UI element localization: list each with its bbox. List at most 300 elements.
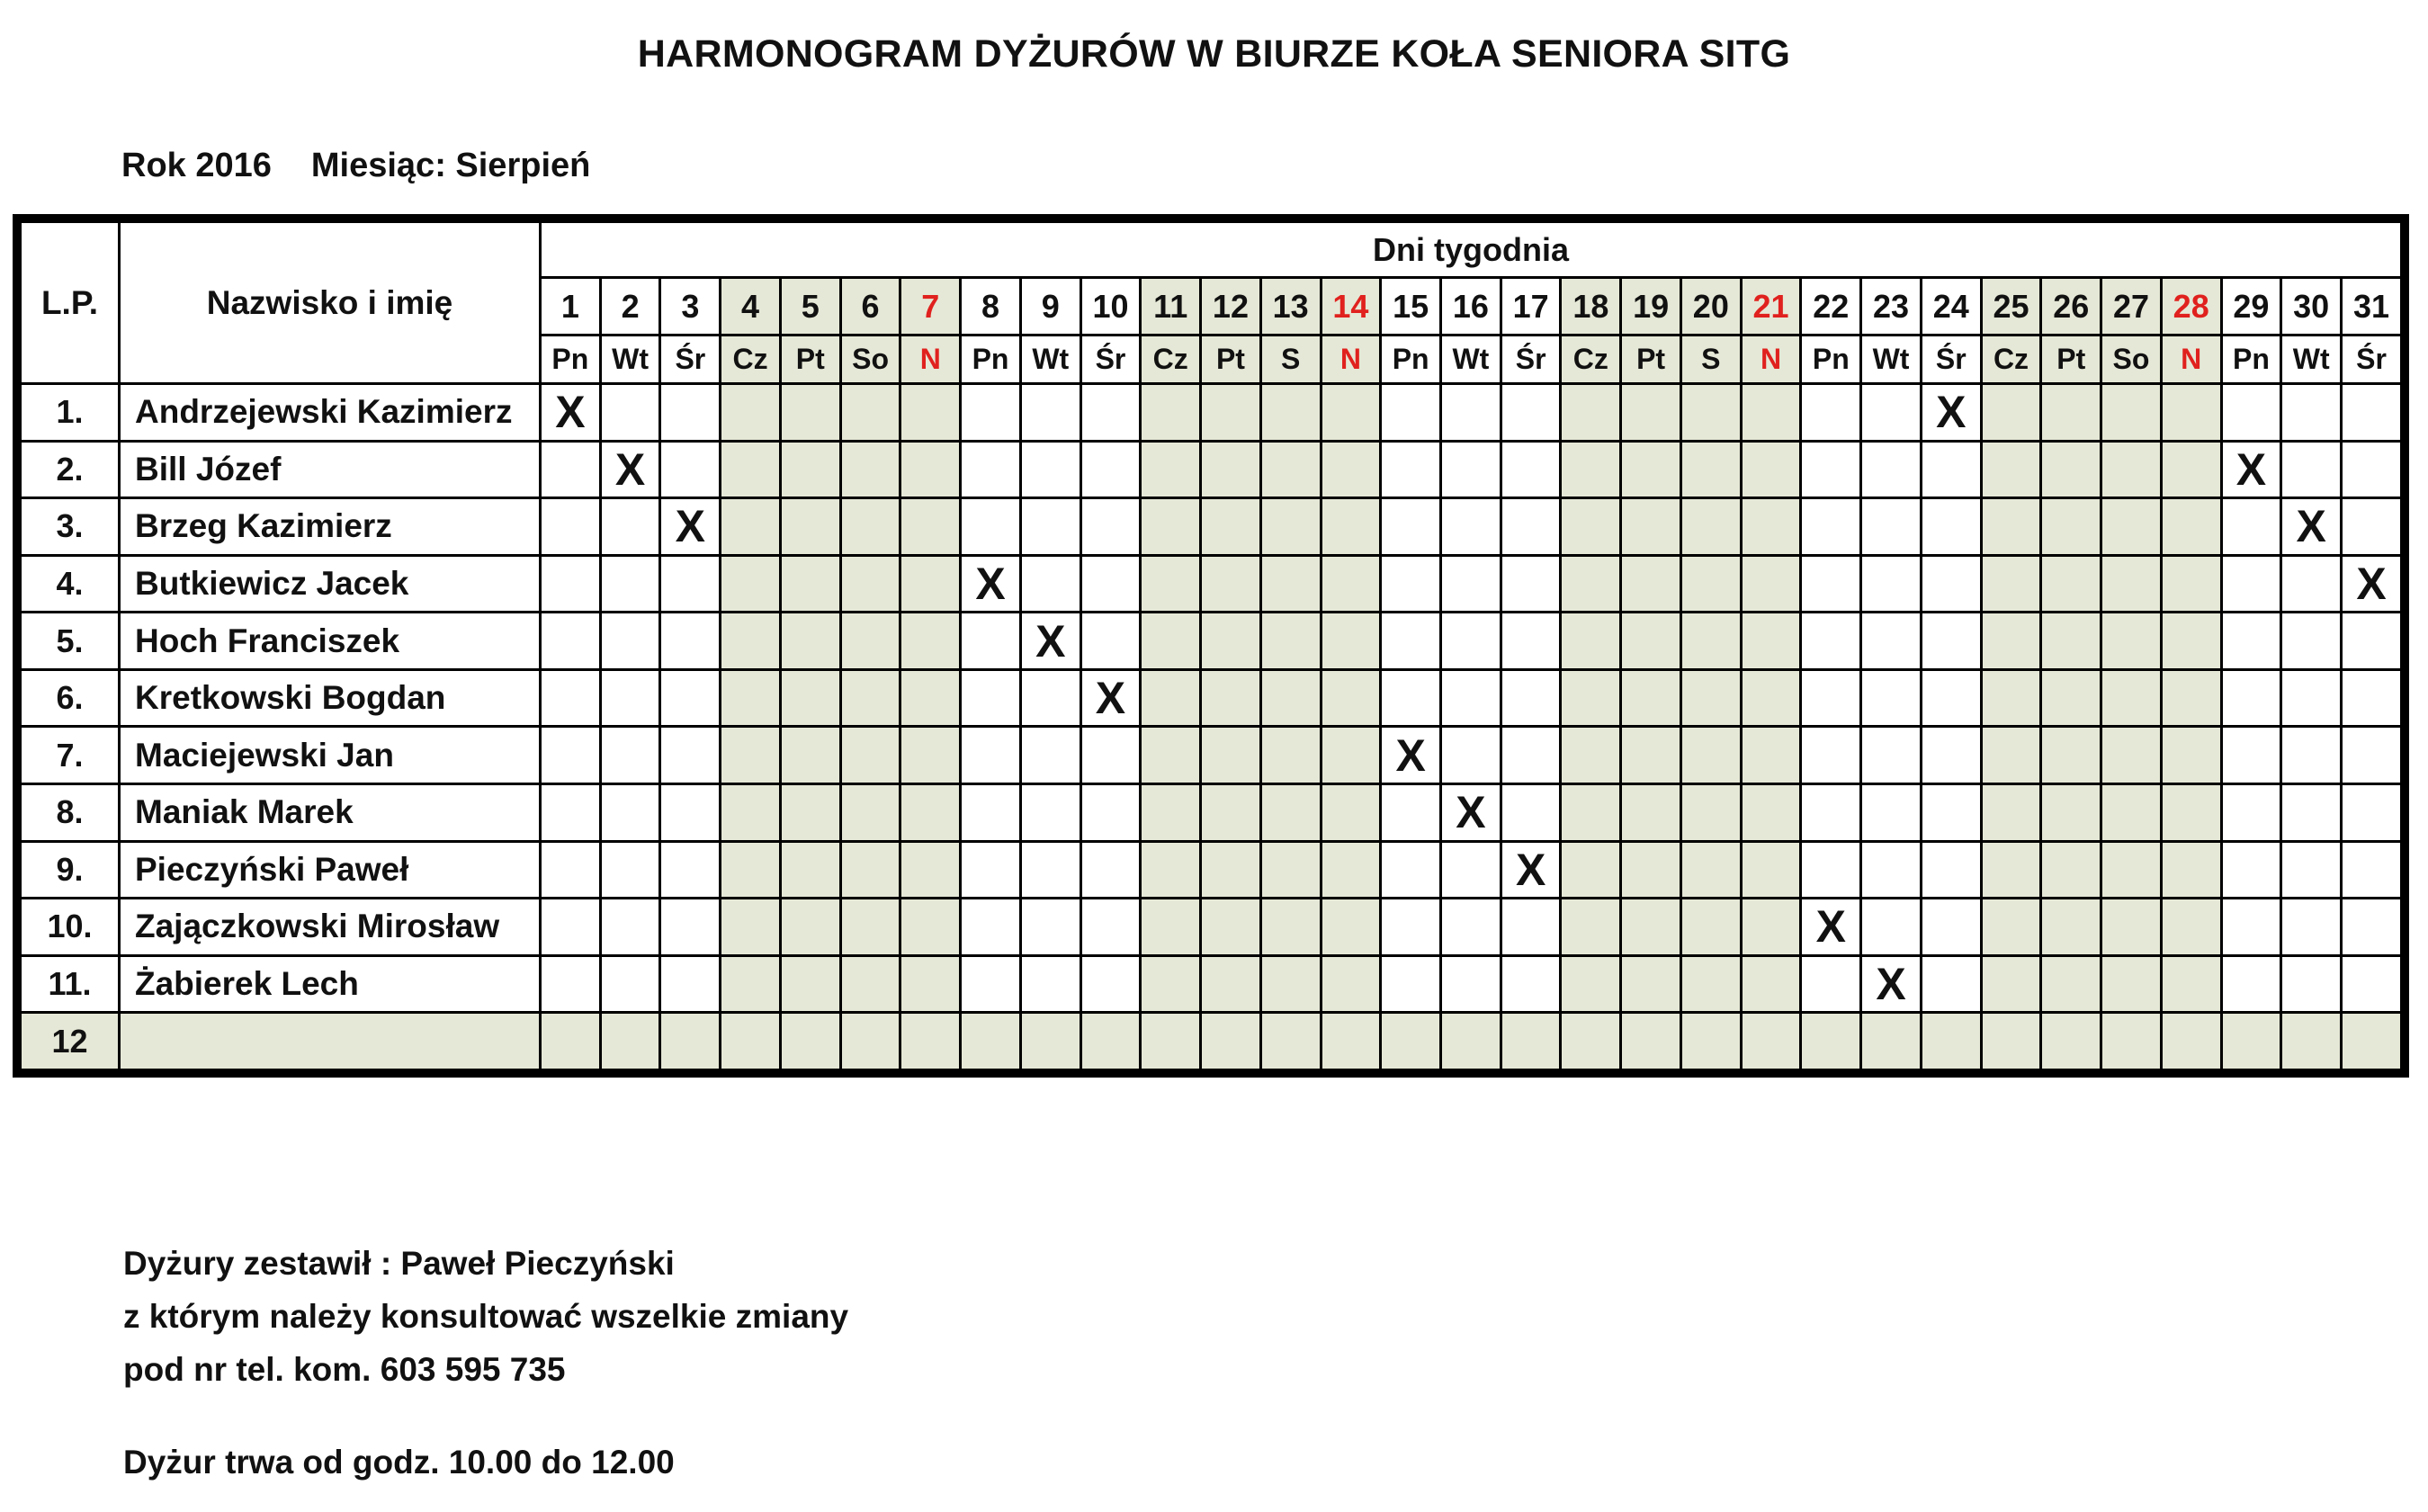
duty-cell bbox=[1501, 555, 1561, 613]
duty-cell bbox=[1260, 955, 1321, 1013]
person-name: Brzeg Kazimierz bbox=[120, 498, 541, 556]
weekday-abbr-29: Pn bbox=[2221, 336, 2281, 384]
duty-cell bbox=[2281, 669, 2342, 727]
duty-cell bbox=[600, 669, 660, 727]
weekday-abbr-22: Pn bbox=[1801, 336, 1861, 384]
duty-cell bbox=[541, 613, 601, 670]
duty-cell bbox=[2342, 555, 2402, 613]
month-label: Miesiąc: Sierpień bbox=[310, 147, 591, 184]
duty-cell bbox=[2161, 384, 2221, 442]
day-number-10: 10 bbox=[1080, 278, 1141, 336]
duty-cell bbox=[1020, 784, 1080, 842]
duty-cell bbox=[2101, 498, 2162, 556]
duty-mark: X bbox=[2296, 501, 2326, 552]
day-number-28: 28 bbox=[2161, 278, 2221, 336]
duty-cell bbox=[1981, 955, 2041, 1013]
duty-cell bbox=[1981, 899, 2041, 956]
duty-cell bbox=[1020, 899, 1080, 956]
day-number-4: 4 bbox=[721, 278, 781, 336]
document-title: HARMONOGRAM DYŻURÓW W BIURZE KOŁA SENIORA SITG bbox=[637, 32, 1791, 76]
duty-cell bbox=[1381, 555, 1441, 613]
duty-schedule-table bbox=[19, 220, 2403, 1071]
duty-cell bbox=[2221, 1013, 2281, 1070]
duty-cell bbox=[2041, 384, 2101, 442]
duty-cell bbox=[1080, 841, 1141, 899]
duty-cell bbox=[961, 669, 1021, 727]
duty-cell bbox=[1921, 841, 1981, 899]
duty-cell bbox=[1141, 1013, 1201, 1070]
duty-cell bbox=[1441, 899, 1501, 956]
duty-cell bbox=[840, 1013, 900, 1070]
duty-cell bbox=[1020, 384, 1080, 442]
duty-cell bbox=[2221, 669, 2281, 727]
duty-cell bbox=[900, 555, 961, 613]
duty-cell bbox=[2101, 613, 2162, 670]
duty-cell bbox=[1441, 669, 1501, 727]
compiled-by-line: Dyżury zestawił : Paweł Pieczyński bbox=[123, 1245, 675, 1282]
duty-cell bbox=[1201, 441, 1261, 498]
duty-cell bbox=[541, 784, 601, 842]
duty-cell bbox=[1321, 384, 1381, 442]
duty-cell bbox=[660, 727, 721, 784]
duty-cell bbox=[1561, 498, 1621, 556]
duty-cell bbox=[1080, 955, 1141, 1013]
table-row bbox=[21, 784, 2402, 842]
duty-cell bbox=[1981, 384, 2041, 442]
duty-cell bbox=[1801, 384, 1861, 442]
duty-cell bbox=[1741, 1013, 1801, 1070]
duty-cell bbox=[1680, 841, 1741, 899]
duty-cell bbox=[1441, 1013, 1501, 1070]
duty-mark: X bbox=[1815, 901, 1846, 953]
day-number-6: 6 bbox=[840, 278, 900, 336]
duty-cell bbox=[1621, 669, 1681, 727]
duty-cell bbox=[1561, 669, 1621, 727]
duty-cell bbox=[900, 955, 961, 1013]
day-number-20: 20 bbox=[1680, 278, 1741, 336]
duty-cell bbox=[1141, 784, 1201, 842]
duty-cell bbox=[1260, 784, 1321, 842]
duty-cell bbox=[1080, 899, 1141, 956]
day-number-30: 30 bbox=[2281, 278, 2342, 336]
duty-cell bbox=[1621, 555, 1681, 613]
duty-cell bbox=[840, 784, 900, 842]
duty-cell bbox=[2221, 955, 2281, 1013]
row-number: 5. bbox=[21, 613, 120, 670]
duty-mark: X bbox=[2235, 443, 2267, 495]
duty-cell bbox=[780, 498, 840, 556]
duty-cell bbox=[1381, 498, 1441, 556]
duty-cell bbox=[2281, 384, 2342, 442]
duty-cell bbox=[600, 613, 660, 670]
duty-cell bbox=[1321, 613, 1381, 670]
duty-cell bbox=[1141, 613, 1201, 670]
duty-cell bbox=[840, 727, 900, 784]
duty-cell bbox=[721, 899, 781, 956]
person-name: Kretkowski Bogdan bbox=[120, 669, 541, 727]
duty-cell bbox=[1680, 899, 1741, 956]
duty-cell bbox=[1141, 841, 1201, 899]
duty-cell bbox=[2101, 955, 2162, 1013]
duty-cell bbox=[1861, 841, 1922, 899]
weekday-abbr-21: N bbox=[1741, 336, 1801, 384]
duty-cell bbox=[2221, 899, 2281, 956]
duty-cell bbox=[1561, 784, 1621, 842]
duty-mark: X bbox=[1876, 959, 1906, 1010]
duty-cell bbox=[961, 384, 1021, 442]
duty-cell bbox=[1921, 899, 1981, 956]
duty-cell bbox=[1741, 555, 1801, 613]
weekday-abbr-3: Śr bbox=[660, 336, 721, 384]
person-name: Pieczyński Paweł bbox=[120, 841, 541, 899]
table-row bbox=[21, 498, 2402, 556]
duty-cell bbox=[1381, 441, 1441, 498]
duty-cell bbox=[2101, 1013, 2162, 1070]
duty-cell bbox=[961, 899, 1021, 956]
duty-cell bbox=[1201, 899, 1261, 956]
day-number-22: 22 bbox=[1801, 278, 1861, 336]
day-number-18: 18 bbox=[1561, 278, 1621, 336]
duty-cell bbox=[1381, 669, 1441, 727]
day-number-21: 21 bbox=[1741, 278, 1801, 336]
duty-cell bbox=[1680, 555, 1741, 613]
duty-cell bbox=[1201, 784, 1261, 842]
duty-cell bbox=[2161, 899, 2221, 956]
duty-cell bbox=[1441, 613, 1501, 670]
duty-cell bbox=[2161, 1013, 2221, 1070]
weekday-abbr-1: Pn bbox=[541, 336, 601, 384]
duty-cell bbox=[660, 841, 721, 899]
duty-cell bbox=[1381, 1013, 1441, 1070]
day-number-12: 12 bbox=[1201, 278, 1261, 336]
duty-cell bbox=[600, 727, 660, 784]
duty-cell bbox=[780, 899, 840, 956]
duty-cell bbox=[660, 384, 721, 442]
duty-cell bbox=[1921, 669, 1981, 727]
duty-cell bbox=[1680, 384, 1741, 442]
duty-cell bbox=[1861, 784, 1922, 842]
duty-cell bbox=[2161, 841, 2221, 899]
weekday-abbr-7: N bbox=[900, 336, 961, 384]
duty-cell bbox=[2041, 1013, 2101, 1070]
person-name: Maniak Marek bbox=[120, 784, 541, 842]
duty-cell bbox=[1680, 498, 1741, 556]
duty-cell bbox=[541, 384, 601, 442]
duty-cell bbox=[1501, 498, 1561, 556]
weekday-abbr-26: Pt bbox=[2041, 336, 2101, 384]
duty-cell bbox=[541, 498, 601, 556]
name-header: Nazwisko i imię bbox=[120, 222, 541, 384]
duty-cell bbox=[600, 555, 660, 613]
day-number-13: 13 bbox=[1260, 278, 1321, 336]
phone-line: pod nr tel. kom. 603 595 735 bbox=[123, 1351, 566, 1388]
weekday-abbr-17: Śr bbox=[1501, 336, 1561, 384]
row-number: 4. bbox=[21, 555, 120, 613]
row-number: 7. bbox=[21, 727, 120, 784]
duty-cell bbox=[1801, 899, 1861, 956]
duty-mark: X bbox=[1936, 387, 1967, 438]
day-number-25: 25 bbox=[1981, 278, 2041, 336]
duty-cell bbox=[660, 613, 721, 670]
duty-cell bbox=[2041, 555, 2101, 613]
duty-cell bbox=[1201, 727, 1261, 784]
duty-cell bbox=[1921, 555, 1981, 613]
person-name: Zajączkowski Mirosław bbox=[120, 899, 541, 956]
duty-cell bbox=[2101, 899, 2162, 956]
duty-mark: X bbox=[2356, 559, 2387, 610]
day-number-19: 19 bbox=[1621, 278, 1681, 336]
duty-cell bbox=[1981, 441, 2041, 498]
table-row bbox=[21, 555, 2402, 613]
duty-cell bbox=[1321, 784, 1381, 842]
duty-cell bbox=[721, 1013, 781, 1070]
duty-cell bbox=[1080, 555, 1141, 613]
person-name: Maciejewski Jan bbox=[120, 727, 541, 784]
duty-cell bbox=[961, 441, 1021, 498]
duty-cell bbox=[1621, 899, 1681, 956]
weekday-abbr-4: Cz bbox=[721, 336, 781, 384]
duty-cell bbox=[780, 727, 840, 784]
duty-cell bbox=[1861, 899, 1922, 956]
duty-cell bbox=[1680, 1013, 1741, 1070]
duty-cell bbox=[1260, 1013, 1321, 1070]
weekday-abbr-28: N bbox=[2161, 336, 2221, 384]
duty-cell bbox=[1020, 498, 1080, 556]
day-number-27: 27 bbox=[2101, 278, 2162, 336]
duty-cell bbox=[1741, 384, 1801, 442]
duty-cell bbox=[1741, 841, 1801, 899]
duty-cell bbox=[780, 955, 840, 1013]
duty-cell bbox=[1621, 955, 1681, 1013]
duty-cell bbox=[1801, 1013, 1861, 1070]
duty-cell bbox=[2161, 955, 2221, 1013]
duty-cell bbox=[1981, 1013, 2041, 1070]
duty-cell bbox=[2041, 613, 2101, 670]
duty-cell bbox=[840, 899, 900, 956]
table-row bbox=[21, 669, 2402, 727]
duty-cell bbox=[541, 899, 601, 956]
day-number-26: 26 bbox=[2041, 278, 2101, 336]
duty-cell bbox=[900, 727, 961, 784]
duty-cell bbox=[2281, 955, 2342, 1013]
schedule-table-frame bbox=[13, 214, 2409, 1078]
duty-cell bbox=[1321, 669, 1381, 727]
duty-cell bbox=[600, 899, 660, 956]
row-number: 2. bbox=[21, 441, 120, 498]
duty-cell bbox=[1680, 727, 1741, 784]
duty-cell bbox=[840, 555, 900, 613]
duty-cell bbox=[600, 955, 660, 1013]
duty-cell bbox=[1201, 1013, 1261, 1070]
day-number-2: 2 bbox=[600, 278, 660, 336]
duty-cell bbox=[2281, 555, 2342, 613]
duty-cell bbox=[900, 784, 961, 842]
duty-cell bbox=[1621, 1013, 1681, 1070]
duty-cell bbox=[660, 669, 721, 727]
duty-cell bbox=[1680, 784, 1741, 842]
duty-cell bbox=[2342, 613, 2402, 670]
duty-cell bbox=[1141, 727, 1201, 784]
duty-cell bbox=[1561, 555, 1621, 613]
duty-cell bbox=[1260, 899, 1321, 956]
duty-cell bbox=[1861, 384, 1922, 442]
duty-cell bbox=[2342, 955, 2402, 1013]
duty-cell bbox=[600, 441, 660, 498]
duty-cell bbox=[1321, 498, 1381, 556]
duty-cell bbox=[660, 555, 721, 613]
weekday-abbr-30: Wt bbox=[2281, 336, 2342, 384]
duty-cell bbox=[1201, 384, 1261, 442]
duty-cell bbox=[1921, 1013, 1981, 1070]
duty-cell bbox=[721, 613, 781, 670]
duty-cell bbox=[900, 669, 961, 727]
duty-cell bbox=[1080, 784, 1141, 842]
duty-cell bbox=[2281, 841, 2342, 899]
duty-cell bbox=[1321, 899, 1381, 956]
days-of-week-header: Dni tygodnia bbox=[541, 222, 2402, 278]
lp-header: L.P. bbox=[21, 222, 120, 384]
duty-cell bbox=[900, 441, 961, 498]
duty-cell bbox=[1621, 384, 1681, 442]
row-number: 12 bbox=[21, 1013, 120, 1070]
duty-cell bbox=[1201, 498, 1261, 556]
year-label: Rok 2016 bbox=[121, 147, 272, 184]
duty-cell bbox=[961, 727, 1021, 784]
duty-cell bbox=[961, 613, 1021, 670]
duty-cell bbox=[1020, 555, 1080, 613]
duty-cell bbox=[2221, 441, 2281, 498]
duty-cell bbox=[1260, 669, 1321, 727]
duty-cell bbox=[780, 669, 840, 727]
duty-cell bbox=[1561, 441, 1621, 498]
duty-cell bbox=[1441, 498, 1501, 556]
duty-cell bbox=[2281, 498, 2342, 556]
duty-cell bbox=[1861, 498, 1922, 556]
duty-cell bbox=[2101, 727, 2162, 784]
duty-cell bbox=[2041, 784, 2101, 842]
duty-cell bbox=[2281, 1013, 2342, 1070]
duty-cell bbox=[1080, 669, 1141, 727]
duty-cell bbox=[1861, 555, 1922, 613]
footer-note bbox=[123, 1237, 848, 1396]
duty-cell bbox=[1381, 841, 1441, 899]
duty-cell bbox=[1260, 441, 1321, 498]
duty-cell bbox=[1621, 841, 1681, 899]
duty-cell bbox=[1020, 613, 1080, 670]
day-number-23: 23 bbox=[1861, 278, 1922, 336]
duty-cell bbox=[600, 1013, 660, 1070]
day-number-9: 9 bbox=[1020, 278, 1080, 336]
duty-cell bbox=[900, 899, 961, 956]
day-number-29: 29 bbox=[2221, 278, 2281, 336]
day-number-3: 3 bbox=[660, 278, 721, 336]
duty-cell bbox=[1141, 498, 1201, 556]
weekday-abbr-25: Cz bbox=[1981, 336, 2041, 384]
duty-cell bbox=[1441, 955, 1501, 1013]
duty-cell bbox=[961, 498, 1021, 556]
day-number-7: 7 bbox=[900, 278, 961, 336]
duty-cell bbox=[1020, 669, 1080, 727]
duty-cell bbox=[1501, 441, 1561, 498]
duty-cell bbox=[2221, 613, 2281, 670]
weekday-abbr-15: Pn bbox=[1381, 336, 1441, 384]
duty-cell bbox=[660, 1013, 721, 1070]
duty-cell bbox=[1260, 727, 1321, 784]
duty-cell bbox=[1861, 727, 1922, 784]
duty-cell bbox=[840, 384, 900, 442]
duty-cell bbox=[1501, 784, 1561, 842]
duty-cell bbox=[1801, 441, 1861, 498]
duty-cell bbox=[1741, 441, 1801, 498]
day-number-31: 31 bbox=[2342, 278, 2402, 336]
duty-cell bbox=[721, 555, 781, 613]
duty-cell bbox=[1680, 613, 1741, 670]
row-number: 11. bbox=[21, 955, 120, 1013]
duty-cell bbox=[2342, 1013, 2402, 1070]
duty-cell bbox=[2281, 727, 2342, 784]
row-number: 9. bbox=[21, 841, 120, 899]
table-row bbox=[21, 441, 2402, 498]
table-row bbox=[21, 955, 2402, 1013]
duty-mark: X bbox=[975, 559, 1006, 610]
duty-cell bbox=[1201, 613, 1261, 670]
duty-cell bbox=[721, 498, 781, 556]
duty-cell bbox=[1501, 613, 1561, 670]
weekday-abbr-23: Wt bbox=[1861, 336, 1922, 384]
duty-mark: X bbox=[675, 501, 706, 552]
duty-mark: X bbox=[1395, 729, 1426, 781]
duty-cell bbox=[961, 955, 1021, 1013]
duty-cell bbox=[1080, 384, 1141, 442]
duty-cell bbox=[1080, 1013, 1141, 1070]
weekday-abbr-8: Pn bbox=[961, 336, 1021, 384]
duty-cell bbox=[1020, 441, 1080, 498]
duty-cell bbox=[1141, 955, 1201, 1013]
table-row bbox=[21, 899, 2402, 956]
duty-cell bbox=[2342, 441, 2402, 498]
weekday-abbr-31: Śr bbox=[2342, 336, 2402, 384]
duty-cell bbox=[2342, 669, 2402, 727]
day-number-17: 17 bbox=[1501, 278, 1561, 336]
duty-cell bbox=[1260, 555, 1321, 613]
duty-cell bbox=[2101, 784, 2162, 842]
duty-cell bbox=[1741, 784, 1801, 842]
duty-cell bbox=[1861, 441, 1922, 498]
duty-cell bbox=[2161, 669, 2221, 727]
duty-cell bbox=[1080, 727, 1141, 784]
duty-cell bbox=[1141, 555, 1201, 613]
duty-cell bbox=[1501, 727, 1561, 784]
person-name: Bill Józef bbox=[120, 441, 541, 498]
duty-cell bbox=[1741, 613, 1801, 670]
duty-cell bbox=[1741, 498, 1801, 556]
duty-cell bbox=[541, 555, 601, 613]
person-name: Andrzejewski Kazimierz bbox=[120, 384, 541, 442]
duty-cell bbox=[1621, 498, 1681, 556]
duty-cell bbox=[1381, 899, 1441, 956]
weekday-abbr-12: Pt bbox=[1201, 336, 1261, 384]
duty-cell bbox=[900, 1013, 961, 1070]
duty-cell bbox=[1080, 498, 1141, 556]
duty-cell bbox=[1260, 498, 1321, 556]
duty-cell bbox=[1801, 613, 1861, 670]
duty-cell bbox=[1981, 727, 2041, 784]
duty-cell bbox=[1981, 613, 2041, 670]
duty-cell bbox=[840, 669, 900, 727]
duty-cell bbox=[721, 441, 781, 498]
duty-cell bbox=[721, 669, 781, 727]
duty-cell bbox=[1501, 841, 1561, 899]
